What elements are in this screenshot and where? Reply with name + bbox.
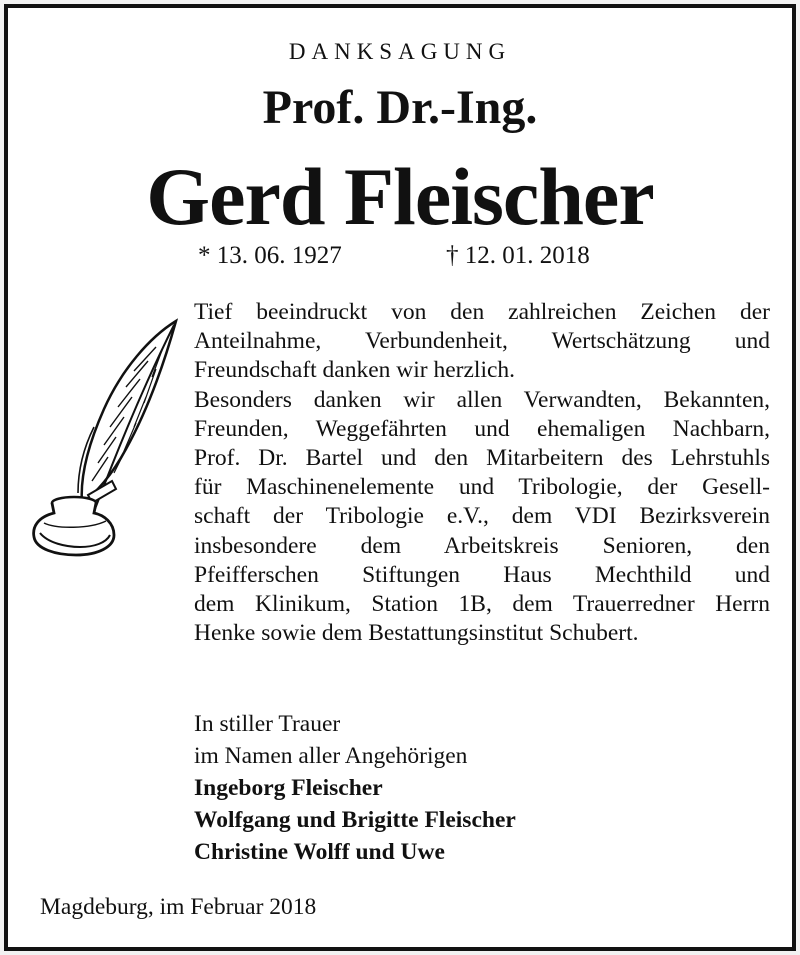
text-line: Freunden, Weggefährten und ehemaligen Nachbarn, — [194, 415, 770, 442]
academic-title: Prof. Dr.-Ing. — [262, 81, 538, 134]
notice-heading: DANKSAGUNG — [288, 39, 512, 64]
signoff-line: In stiller Trauer — [194, 711, 341, 737]
text-line: dem Klinikum, Station 1B, dem Trauerredner Herrn — [194, 591, 770, 618]
text-line: Anteilnahme, Verbundenheit, Wertschätzung und — [194, 328, 770, 355]
text-line: insbesondere dem Arbeitskreis Senioren, den — [194, 532, 770, 559]
mourner-name: Wolfgang und Brigitte Fleischer — [194, 807, 516, 833]
text-line: Tief beeindruckt von den zahlreichen Zeichen der — [194, 299, 770, 325]
acknowledgement-text — [194, 298, 770, 648]
text-line: schaft der Tribologie e.V., dem VDI Bezirksverein — [194, 503, 770, 530]
mourner-name: Christine Wolff und Uwe — [194, 839, 445, 865]
obituary-notice — [4, 4, 796, 951]
text-line: für Maschinenelemente und Tribologie, der Gesell- — [194, 474, 770, 501]
birth-date: * 13. 06. 1927 — [198, 242, 342, 269]
text-line: Freundschaft danken wir herzlich. — [194, 357, 516, 384]
quill-and-inkwell-icon — [30, 317, 180, 557]
deceased-name: Gerd Fleischer — [146, 151, 654, 242]
text-line: Besonders danken wir allen Verwandten, Bekannten, — [194, 386, 770, 413]
place-and-date: Magdeburg, im Februar 2018 — [40, 894, 317, 920]
text-line: Henke sowie dem Bestattungsinstitut Schubert. — [194, 620, 639, 647]
text-line: Pfeifferschen Stiftungen Haus Mechthild und — [194, 561, 770, 588]
signoff-line: im Namen aller Angehörigen — [194, 743, 468, 769]
mourner-name: Ingeborg Fleischer — [194, 775, 383, 801]
signoff-block — [194, 708, 516, 868]
text-line: Prof. Dr. Bartel und den Mitarbeitern des Lehrstuhls — [194, 445, 770, 472]
death-date: † 12. 01. 2018 — [446, 242, 590, 269]
